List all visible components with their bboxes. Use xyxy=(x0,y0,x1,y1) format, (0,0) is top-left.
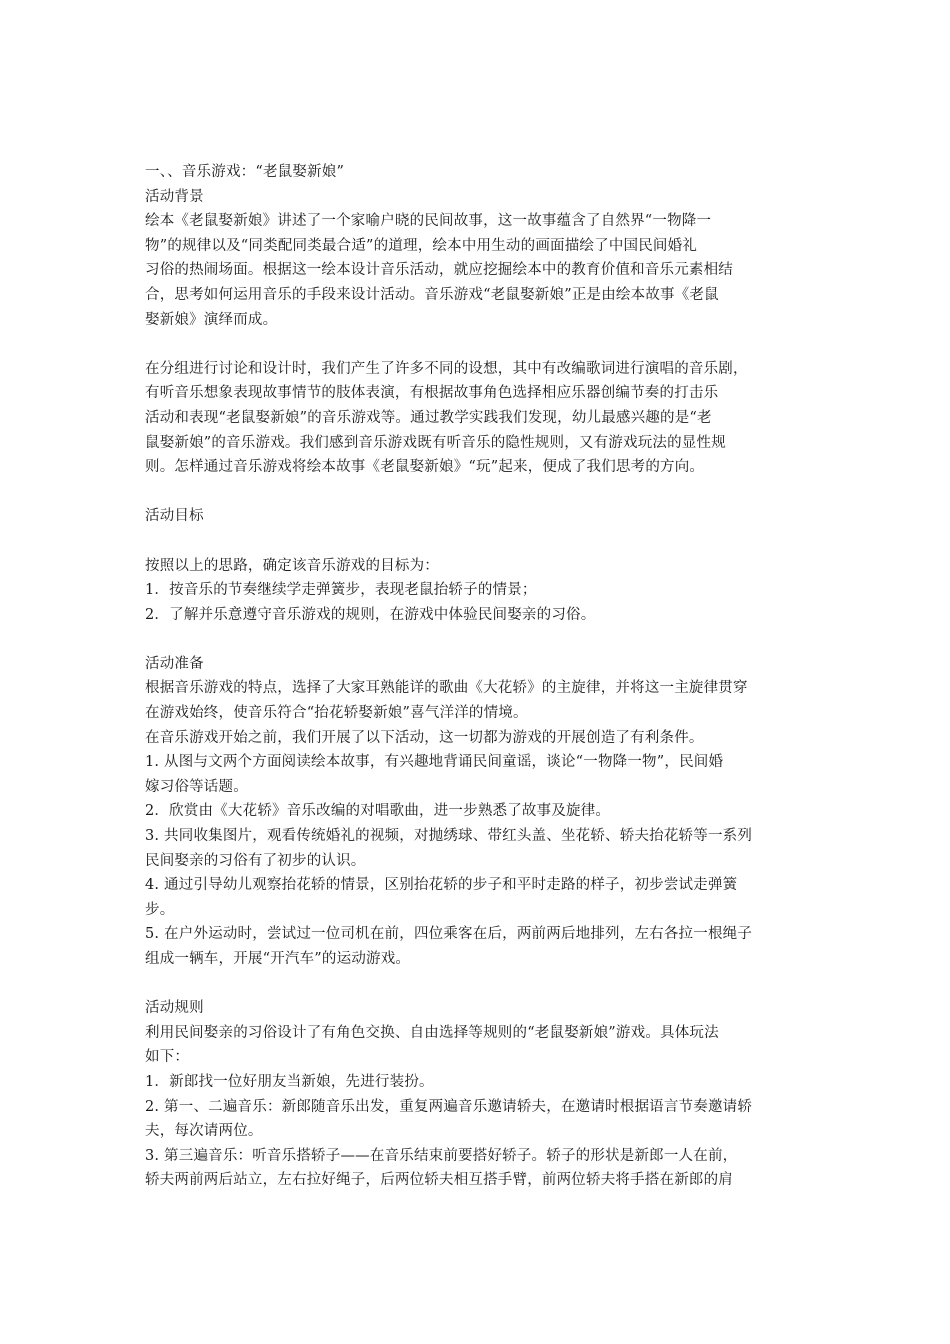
paragraph-line: 娶新娘》演绎而成。 xyxy=(145,311,278,328)
section-heading-goal: 活动目标 xyxy=(145,508,204,525)
paragraph-line: 如下： xyxy=(145,1049,190,1066)
list-item: 2. 第一、二遍音乐：新郎随音乐出发，重复两遍音乐邀请轿夫，在邀请时根据语言节奏邀请轿 xyxy=(145,1098,753,1115)
list-item: 4. 通过引导幼儿观察抬花轿的情景，区别抬花轿的步子和平时走路的样子，初步尝试走弹簧 xyxy=(145,877,738,894)
paragraph-line: 合，思考如何运用音乐的手段来设计活动。音乐游戏“老鼠娶新娘”正是由绘本故事《老鼠 xyxy=(145,286,719,303)
blank-line xyxy=(145,332,815,357)
list-item: 2．了解并乐意遵守音乐游戏的规则，在游戏中体验民间娶亲的习俗。 xyxy=(145,606,596,623)
list-item: 2．欣赏由《大花轿》音乐改编的对唱歌曲，进一步熟悉了故事及旋律。 xyxy=(145,803,611,820)
list-item: 步。 xyxy=(145,901,175,918)
list-item: 3. 共同收集图片，观看传统婚礼的视频，对抛绣球、带红头盖、坐花轿、轿夫抬花轿等一系列 xyxy=(145,828,753,845)
document-page xyxy=(145,160,815,1193)
list-item: 民间娶亲的习俗有了初步的认识。 xyxy=(145,852,366,869)
paragraph-line: 有听音乐想象表现故事情节的肢体表演，有根据故事角色选择相应乐器创编节奏的打击乐 xyxy=(145,385,719,402)
blank-line xyxy=(145,480,815,505)
blank-line xyxy=(145,972,815,997)
list-item: 3. 第三遍音乐：听音乐搭轿子——在音乐结束前要搭好轿子。轿子的形状是新郎一人在前， xyxy=(145,1147,738,1164)
paragraph-line: 在游戏始终，使音乐符合“抬花轿娶新娘”喜气洋洋的情境。 xyxy=(145,705,528,722)
list-item: 1．新郎找一位好朋友当新娘，先进行装扮。 xyxy=(145,1073,434,1090)
list-item: 5. 在户外运动时，尝试过一位司机在前，四位乘客在后，两前两后地排列，左右各拉一根绳子 xyxy=(145,926,753,943)
paragraph-line: 习俗的热闹场面。根据这一绘本设计音乐活动，就应挖掘绘本中的教育价值和音乐元素相结 xyxy=(145,262,733,279)
section-heading-rules: 活动规则 xyxy=(145,1000,204,1017)
paragraph-line: 则。怎样通过音乐游戏将绘本故事《老鼠娶新娘》“玩”起来，便成了我们思考的方向。 xyxy=(145,459,705,476)
section-heading-background: 活动背景 xyxy=(145,188,204,205)
section-heading-preparation: 活动准备 xyxy=(145,655,204,672)
paragraph-line: 绘本《老鼠娶新娘》讲述了一个家喻户晓的民间故事，这一故事蕴含了自然界“一物降一 xyxy=(145,213,712,230)
list-item: 轿夫两前两后站立，左右拉好绳子，后两位轿夫相互搭手臂，前两位轿夫将手搭在新郎的肩 xyxy=(145,1172,733,1189)
list-item: 1. 从图与文两个方面阅读绘本故事，有兴趣地背诵民间童谣，谈论“一物降一物”，民间婚 xyxy=(145,754,724,771)
list-item: 1．按音乐的节奏继续学走弹簧步，表现老鼠抬轿子的情景； xyxy=(145,582,537,599)
paragraph-line: 物”的规律以及“同类配同类最合适”的道理，绘本中用生动的画面描绘了中国民间婚礼 xyxy=(145,237,698,254)
document-title: 一、、音乐游戏：“老鼠娶新娘” xyxy=(145,164,345,180)
list-item: 夫，每次请两位。 xyxy=(145,1123,263,1140)
paragraph-line: 在音乐游戏开始之前，我们开展了以下活动，这一切都为游戏的开展创造了有利条件。 xyxy=(145,729,704,746)
paragraph-line: 鼠娶新娘”的音乐游戏。我们感到音乐游戏既有听音乐的隐性规则，又有游戏玩法的显性规 xyxy=(145,434,726,451)
paragraph-line: 利用民间娶亲的习俗设计了有角色交换、自由选择等规则的“老鼠娶新娘”游戏。具体玩法 xyxy=(145,1024,719,1041)
paragraph-line: 活动和表现“老鼠娶新娘”的音乐游戏等。通过教学实践我们发现，幼儿最感兴趣的是“老 xyxy=(145,409,712,426)
blank-line xyxy=(145,627,815,652)
list-item: 组成一辆车，开展“开汽车”的运动游戏。 xyxy=(145,951,411,967)
list-item: 嫁习俗等话题。 xyxy=(145,778,248,795)
paragraph-line: 按照以上的思路，确定该音乐游戏的目标为： xyxy=(145,557,439,574)
paragraph-line: 在分组进行讨论和设计时，我们产生了许多不同的设想，其中有改编歌词进行演唱的音乐剧， xyxy=(145,360,748,377)
paragraph-line: 根据音乐游戏的特点，选择了大家耳熟能详的歌曲《大花轿》的主旋律，并将这一主旋律贯穿 xyxy=(145,680,748,697)
blank-line xyxy=(145,529,815,554)
